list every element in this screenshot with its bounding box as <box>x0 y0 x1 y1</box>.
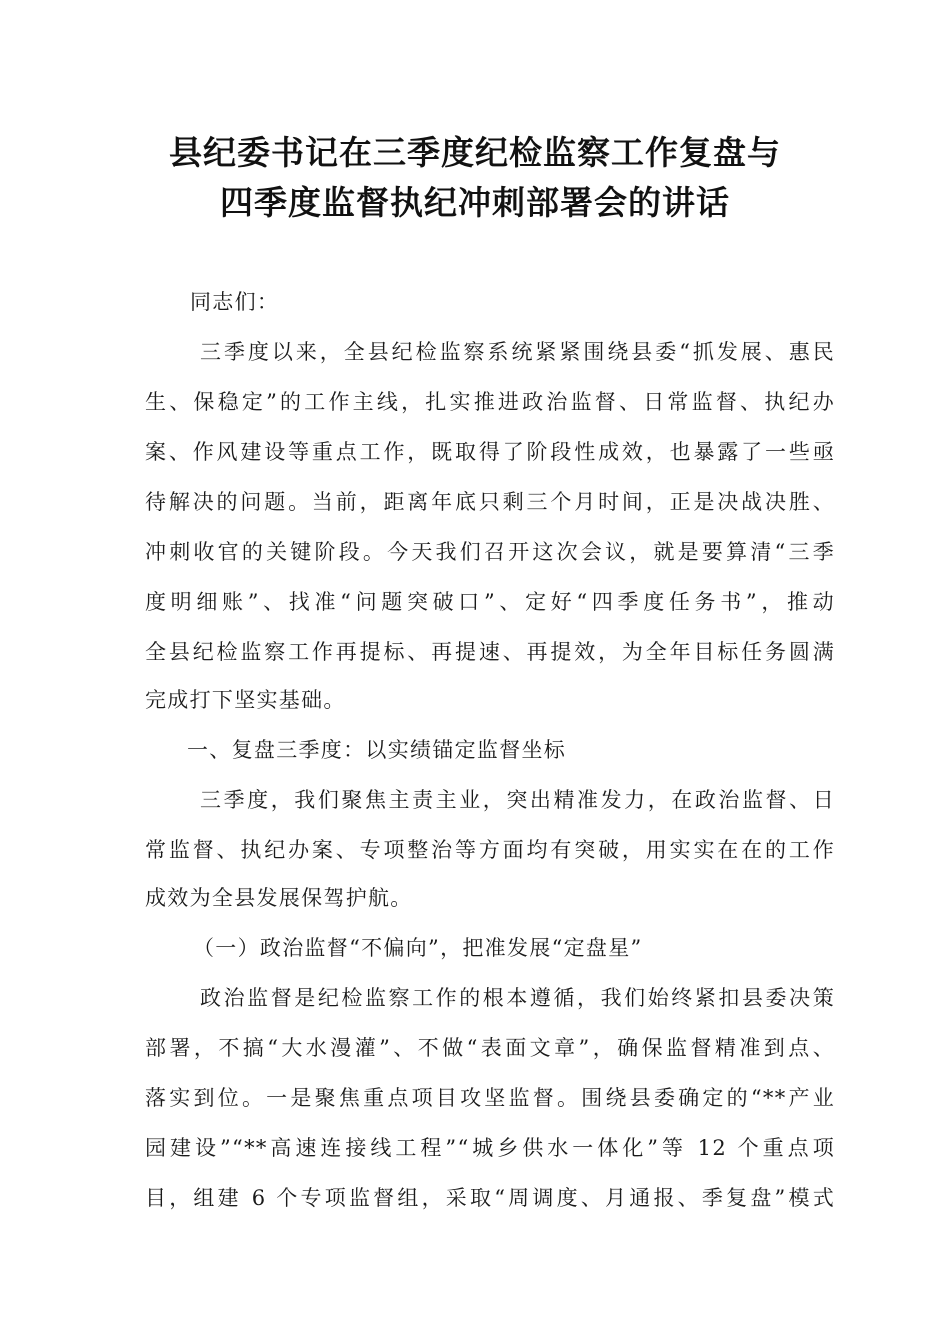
body-line: 部署，不搞“大水漫灌”、不做“表面文章”，确保监督精准到点、 <box>145 1036 835 1060</box>
document-title <box>100 128 850 228</box>
body-line: 全县纪检监察工作再提标、再提速、再提效，为全年目标任务圆满 <box>145 640 835 664</box>
body-line: 生、保稳定”的工作主线，扎实推进政治监督、日常监督、执纪办 <box>145 390 835 414</box>
body-line: 一、复盘三季度：以实绩锚定监督坐标 <box>187 738 567 762</box>
body-line: 政治监督是纪检监察工作的根本遵循，我们始终紧扣县委决策 <box>200 986 835 1010</box>
body-line: 成效为全县发展保驾护航。 <box>145 886 413 910</box>
body-line: 园建设”“**高速连接线工程”“城乡供水一体化”等 12 个重点项 <box>145 1136 835 1160</box>
body-line: 案、作风建设等重点工作，既取得了阶段性成效，也暴露了一些亟 <box>145 440 835 464</box>
body-line: 待解决的问题。当前，距离年底只剩三个月时间，正是决战决胜、 <box>145 490 835 514</box>
salutation: 同志们： <box>190 290 280 314</box>
body-line: 目，组建 6 个专项监督组，采取“周调度、月通报、季复盘”模式 <box>145 1186 835 1210</box>
body-line: 三季度以来，全县纪检监察系统紧紧围绕县委“抓发展、惠民 <box>200 340 835 364</box>
body-line: 度明细账”、找准“问题突破口”、定好“四季度任务书”，推动 <box>145 590 835 614</box>
body-line: 冲刺收官的关键阶段。今天我们召开这次会议，就是要算清“三季 <box>145 540 835 564</box>
body-line: 三季度，我们聚焦主责主业，突出精准发力，在政治监督、日 <box>200 788 835 812</box>
body-line: 落实到位。一是聚焦重点项目攻坚监督。围绕县委确定的“**产业 <box>145 1086 835 1110</box>
body-line: 常监督、执纪办案、专项整治等方面均有突破，用实实在在的工作 <box>145 838 835 862</box>
body-line: （一）政治监督“不偏向”，把准发展“定盘星” <box>193 936 643 960</box>
title-line-2: 四季度监督执纪冲刺部署会的讲话 <box>220 183 730 222</box>
body-line: 完成打下坚实基础。 <box>145 688 346 712</box>
title-line-1: 县纪委书记在三季度纪检监察工作复盘与 <box>169 133 781 172</box>
